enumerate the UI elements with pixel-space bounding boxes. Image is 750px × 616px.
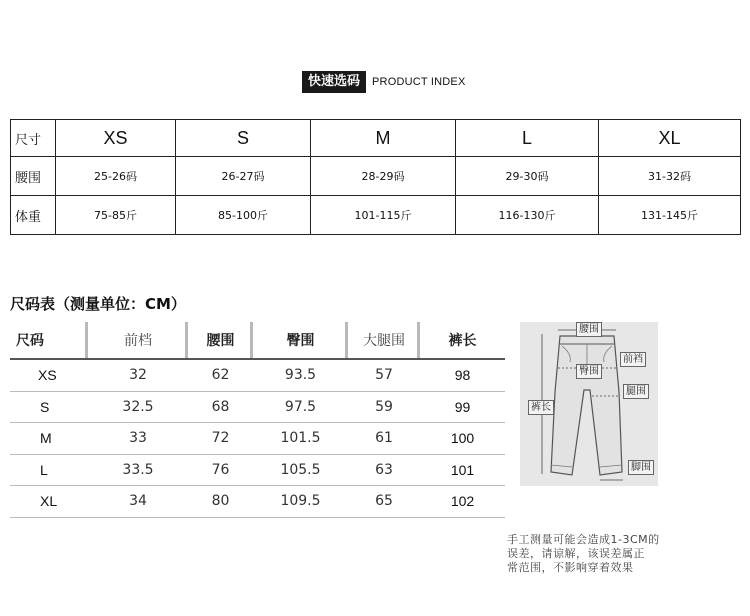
- waist-cell: 28-29码: [311, 157, 456, 196]
- cell: 62: [188, 359, 253, 391]
- cell: 34: [88, 486, 188, 518]
- size-label: L: [10, 454, 88, 486]
- waist-cell: 26-27码: [176, 157, 311, 196]
- size-label: XS: [10, 359, 88, 391]
- cell: 98: [420, 359, 505, 391]
- cell: 57: [348, 359, 420, 391]
- size-label: M: [10, 423, 88, 455]
- weight-cell: 116-130斤: [456, 196, 599, 235]
- cell: 76: [188, 454, 253, 486]
- cell: 33: [88, 423, 188, 455]
- size-label: XL: [10, 486, 88, 518]
- col-header: 前档: [88, 322, 188, 359]
- waist-cell: 25-26码: [56, 157, 176, 196]
- weight-cell: 85-100斤: [176, 196, 311, 235]
- size-chart-title: 尺码表（测量单位：CM）: [10, 295, 186, 313]
- cell: 32: [88, 359, 188, 391]
- table-row: [11, 120, 741, 157]
- title-zh: 快速选码: [302, 71, 366, 93]
- label-hip: 臀围: [576, 364, 602, 379]
- size-cell: XS: [56, 120, 176, 157]
- note-line: 常范围，不影响穿着效果: [507, 561, 634, 574]
- cell: 65: [348, 486, 420, 518]
- cell: 59: [348, 391, 420, 423]
- title-en: PRODUCT INDEX: [372, 76, 466, 88]
- note-line: 误差，请谅解，该误差属正: [507, 547, 645, 560]
- label-length: 裤长: [528, 400, 554, 415]
- measurement-note: [507, 533, 737, 575]
- row-label-waist: 腰围: [11, 157, 56, 196]
- weight-cell: 131-145斤: [599, 196, 741, 235]
- weight-cell: 101-115斤: [311, 196, 456, 235]
- size-cell: S: [176, 120, 311, 157]
- waist-cell: 31-32码: [599, 157, 741, 196]
- cell: 33.5: [88, 454, 188, 486]
- size-label: S: [10, 391, 88, 423]
- cell: 68: [188, 391, 253, 423]
- section-title: [302, 71, 465, 93]
- waist-cell: 29-30码: [456, 157, 599, 196]
- cell: 100: [420, 423, 505, 455]
- col-header: 大腿围: [348, 322, 420, 359]
- cell: 97.5: [253, 391, 348, 423]
- cell: 61: [348, 423, 420, 455]
- col-header: 裤长: [420, 322, 505, 359]
- col-header: 臀围: [253, 322, 348, 359]
- label-front-rise: 前裆: [620, 352, 646, 367]
- cell: 99: [420, 391, 505, 423]
- cell: 72: [188, 423, 253, 455]
- note-line: 手工测量可能会造成1-3CM的: [507, 533, 660, 546]
- cell: 63: [348, 454, 420, 486]
- row-label-weight: 体重: [11, 196, 56, 235]
- header-row: [10, 322, 505, 359]
- col-header: 腰围: [188, 322, 253, 359]
- label-thigh: 腿围: [623, 384, 649, 399]
- cell: 105.5: [253, 454, 348, 486]
- cell: 80: [188, 486, 253, 518]
- size-cell: L: [456, 120, 599, 157]
- label-waist-top: 腰围: [576, 322, 602, 337]
- cell: 101.5: [253, 423, 348, 455]
- table-row: [10, 391, 505, 423]
- pants-diagram: [520, 322, 658, 486]
- table-row: [11, 196, 741, 235]
- table-row: [10, 359, 505, 391]
- cell: 101: [420, 454, 505, 486]
- table-row: [10, 454, 505, 486]
- cell: 102: [420, 486, 505, 518]
- row-label-size: 尺寸: [11, 120, 56, 157]
- size-chart-table: [10, 322, 505, 518]
- cell: 93.5: [253, 359, 348, 391]
- table-row: [10, 423, 505, 455]
- label-hem: 脚围: [628, 460, 654, 475]
- weight-cell: 75-85斤: [56, 196, 176, 235]
- cell: 32.5: [88, 391, 188, 423]
- col-header: 尺码: [10, 322, 88, 359]
- size-cell: M: [311, 120, 456, 157]
- quick-size-table: [10, 119, 741, 235]
- size-cell: XL: [599, 120, 741, 157]
- cell: 109.5: [253, 486, 348, 518]
- table-row: [11, 157, 741, 196]
- table-row: [10, 486, 505, 518]
